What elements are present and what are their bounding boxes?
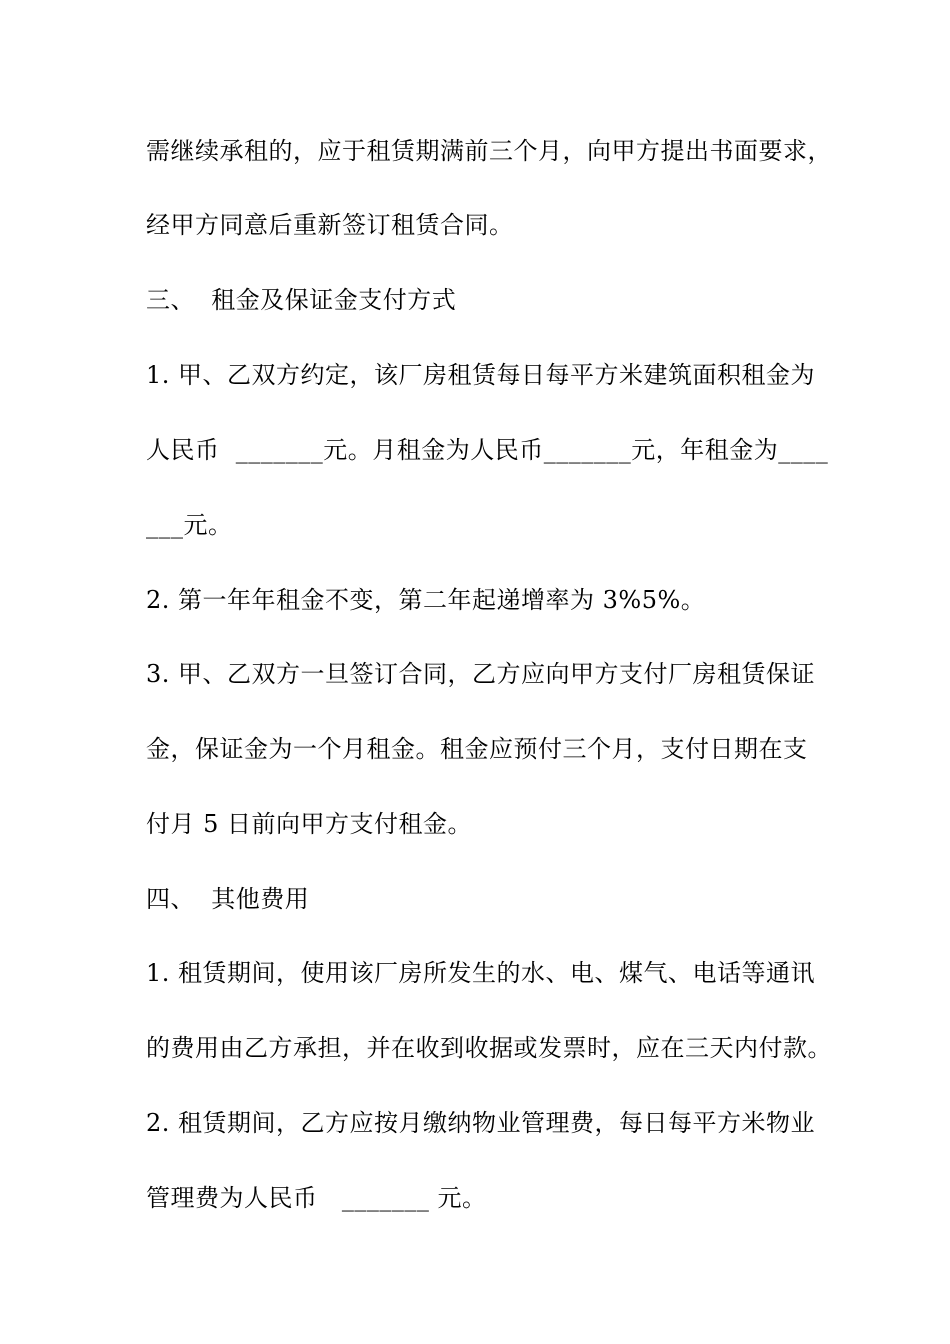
text-line: 金，保证金为一个月租金。租金应预付三个月，支付日期在支 xyxy=(146,735,808,763)
text-line: 经甲方同意后重新签订租赁合同。 xyxy=(146,211,514,239)
text-line: 2. 第一年年租金不变，第二年起递增率为 3%5%。 xyxy=(146,586,706,614)
text-line: 管理费为人民币 _______ 元。 xyxy=(146,1184,487,1212)
text-line: 的费用由乙方承担，并在收到收据或发票时，应在三天内付款。 xyxy=(146,1034,832,1062)
text-line: 需继续承租的，应于租赁期满前三个月，向甲方提出书面要求， xyxy=(146,137,832,165)
text-line: 3. 甲、乙双方一旦签订合同，乙方应向甲方支付厂房租赁保证 xyxy=(146,660,816,688)
text-line: 2. 租赁期间，乙方应按月缴纳物业管理费，每日每平方米物业 xyxy=(146,1109,816,1137)
text-line: 付月 5 日前向甲方支付租金。 xyxy=(146,810,473,838)
section-heading: 四、 其他费用 xyxy=(146,885,310,913)
text-line: ___元。 xyxy=(146,511,233,539)
section-heading: 三、 租金及保证金支付方式 xyxy=(146,286,457,314)
text-line: 1. 租赁期间，使用该厂房所发生的水、电、煤气、电话等通讯 xyxy=(146,959,816,987)
text-line: 人民币 _______元。月租金为人民币_______元，年租金为____ xyxy=(146,436,829,464)
text-line: 1. 甲、乙双方约定，该厂房租赁每日每平方米建筑面积租金为 xyxy=(146,361,816,389)
